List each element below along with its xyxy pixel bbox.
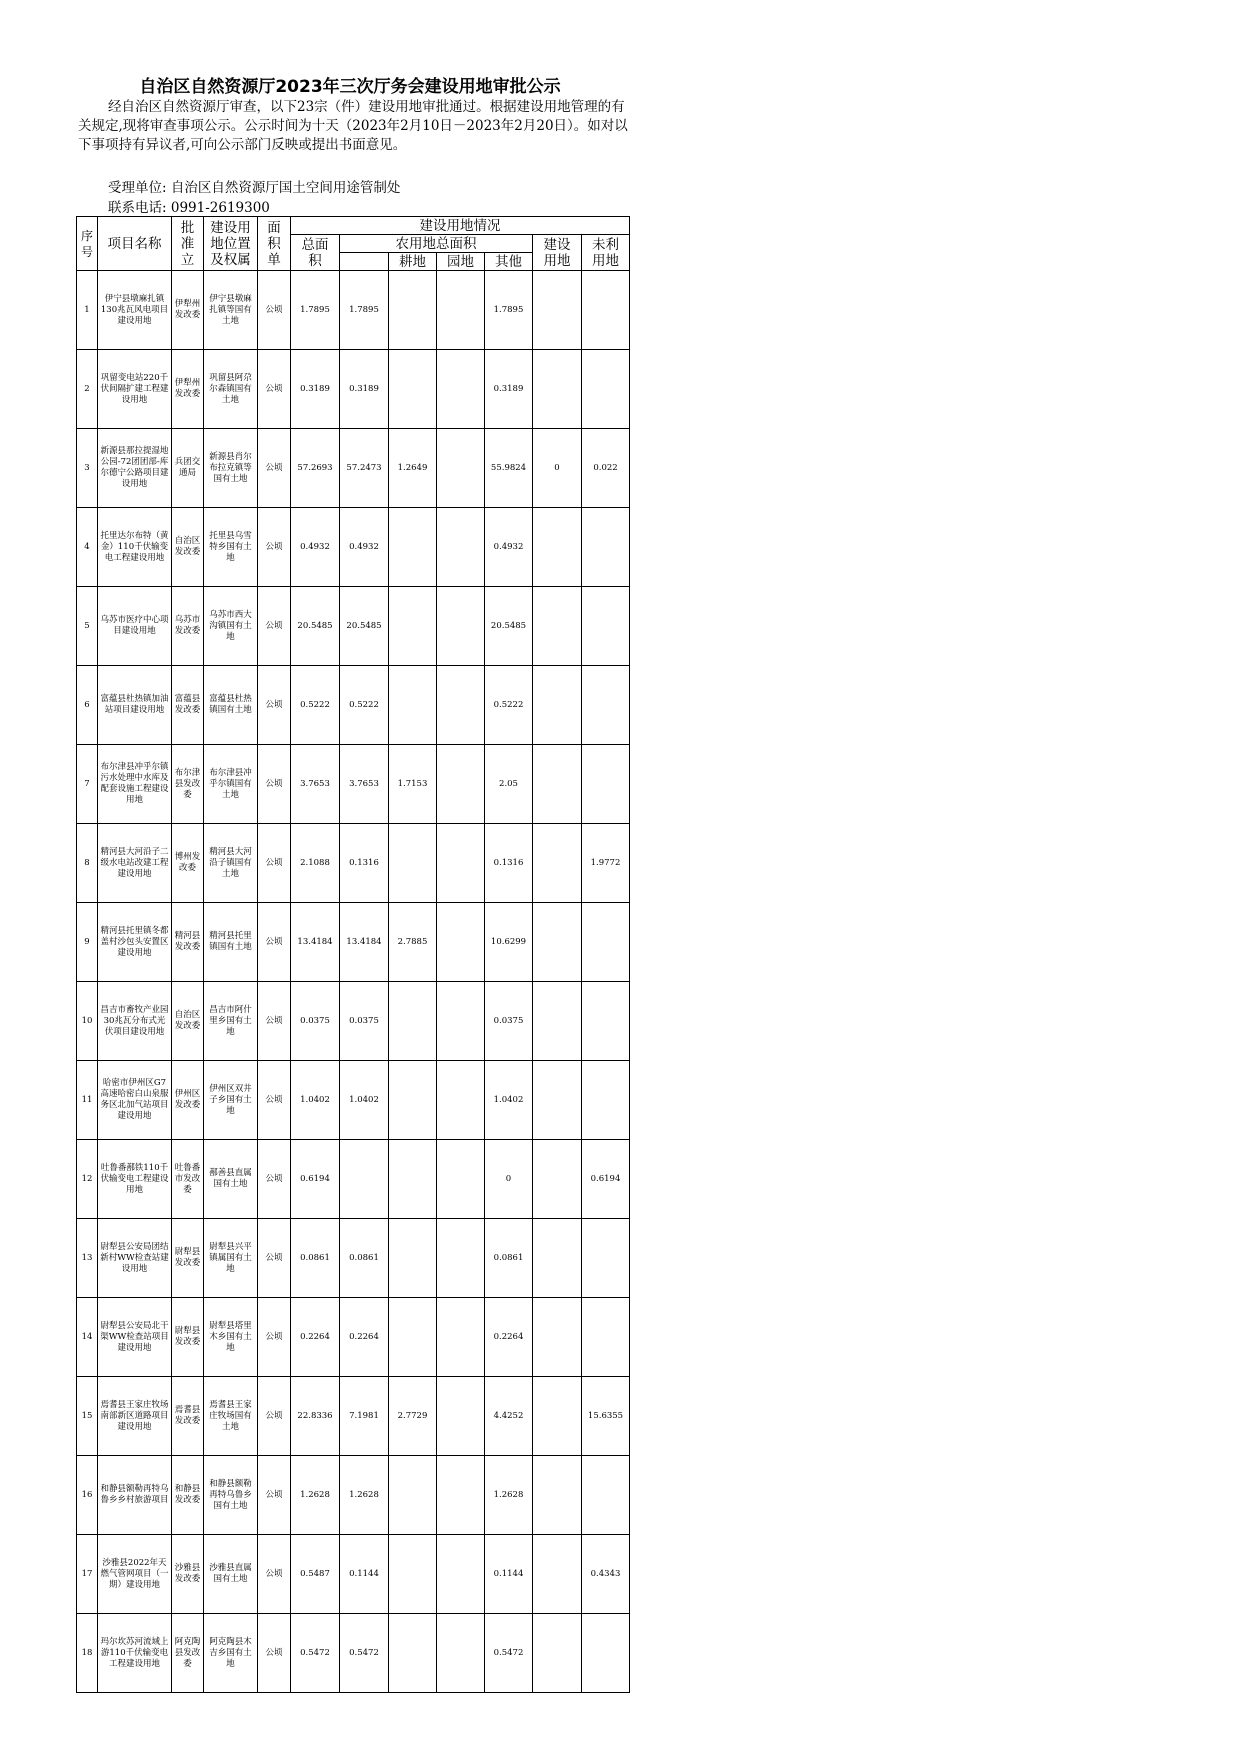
cell-seq: 7 (77, 745, 98, 824)
announcement-paragraph (78, 98, 630, 155)
cell-location: 巩留县阿尕尔森镇国有土地 (204, 350, 258, 429)
cell-farmland-area (389, 587, 437, 666)
cell-farmland-area (389, 1140, 437, 1219)
cell-unit: 公顷 (258, 429, 291, 508)
cell-garden-area (437, 587, 485, 666)
cell-garden-area (437, 1061, 485, 1140)
cell-project-name: 布尔津县冲乎尔镇污水处理中水库及配套设施工程建设用地 (98, 745, 172, 824)
cell-approver: 兵团交通局 (172, 429, 204, 508)
header-construction: 建设用地 (533, 235, 582, 271)
cell-approver: 伊犁州发改委 (172, 350, 204, 429)
table-row (77, 1061, 630, 1140)
cell-construction-area (533, 508, 582, 587)
cell-approver: 伊州区发改委 (172, 1061, 204, 1140)
cell-agri-area: 20.5485 (340, 587, 389, 666)
cell-garden-area (437, 429, 485, 508)
cell-seq: 16 (77, 1456, 98, 1535)
cell-location: 托里县乌雪特乡国有土地 (204, 508, 258, 587)
cell-other-area: 0.5472 (485, 1614, 533, 1693)
header-garden: 园地 (437, 253, 485, 271)
cell-other-area: 0.0375 (485, 982, 533, 1061)
header-seq: 序号 (77, 217, 98, 271)
cell-garden-area (437, 1298, 485, 1377)
cell-construction-area (533, 271, 582, 350)
cell-construction-area (533, 1535, 582, 1614)
cell-seq: 13 (77, 1219, 98, 1298)
cell-total-area: 0.0375 (291, 982, 340, 1061)
cell-approver: 吐鲁番市发改委 (172, 1140, 204, 1219)
table-row (77, 903, 630, 982)
cell-farmland-area (389, 1298, 437, 1377)
table-row (77, 271, 630, 350)
cell-location: 鄯善县直属国有土地 (204, 1140, 258, 1219)
cell-project-name: 尉犁县公安局团结新村WW检查站建设用地 (98, 1219, 172, 1298)
cell-total-area: 20.5485 (291, 587, 340, 666)
cell-farmland-area (389, 824, 437, 903)
cell-approver: 布尔津县发改委 (172, 745, 204, 824)
cell-total-area: 0.3189 (291, 350, 340, 429)
table-row (77, 1377, 630, 1456)
table-row (77, 1298, 630, 1377)
cell-agri-area: 0.0375 (340, 982, 389, 1061)
cell-agri-area: 0.1316 (340, 824, 389, 903)
cell-unused-area (582, 1456, 630, 1535)
table-row (77, 1219, 630, 1298)
cell-agri-area: 0.5472 (340, 1614, 389, 1693)
cell-unit: 公顷 (258, 271, 291, 350)
cell-location: 新源县肖尔布拉克镇等国有土地 (204, 429, 258, 508)
cell-construction-area (533, 1298, 582, 1377)
cell-unused-area (582, 508, 630, 587)
cell-project-name: 精河县大河沿子二级水电站改建工程建设用地 (98, 824, 172, 903)
cell-seq: 17 (77, 1535, 98, 1614)
cell-seq: 10 (77, 982, 98, 1061)
table-row (77, 824, 630, 903)
cell-location: 焉耆县王家庄牧场国有土地 (204, 1377, 258, 1456)
cell-farmland-area (389, 1614, 437, 1693)
header-farmland: 耕地 (389, 253, 437, 271)
table-body (77, 271, 630, 1693)
cell-farmland-area: 1.2649 (389, 429, 437, 508)
cell-location: 尉犁县兴平镇属国有土地 (204, 1219, 258, 1298)
cell-total-area: 1.7895 (291, 271, 340, 350)
cell-garden-area (437, 1140, 485, 1219)
cell-agri-area: 7.1981 (340, 1377, 389, 1456)
cell-farmland-area (389, 271, 437, 350)
cell-seq: 1 (77, 271, 98, 350)
cell-unused-area: 1.9772 (582, 824, 630, 903)
table-row (77, 982, 630, 1061)
cell-location: 尉犁县塔里木乡国有土地 (204, 1298, 258, 1377)
cell-total-area: 0.5487 (291, 1535, 340, 1614)
cell-location: 阿克陶县木吉乡国有土地 (204, 1614, 258, 1693)
cell-unit: 公顷 (258, 824, 291, 903)
cell-farmland-area (389, 1456, 437, 1535)
cell-farmland-area: 1.7153 (389, 745, 437, 824)
cell-total-area: 1.2628 (291, 1456, 340, 1535)
cell-location: 乌苏市西大沟镇国有土地 (204, 587, 258, 666)
cell-approver: 自治区发改委 (172, 982, 204, 1061)
cell-agri-area: 0.0861 (340, 1219, 389, 1298)
cell-construction-area (533, 1377, 582, 1456)
cell-unit: 公顷 (258, 1061, 291, 1140)
cell-unit: 公顷 (258, 666, 291, 745)
table-row (77, 745, 630, 824)
cell-farmland-area (389, 1535, 437, 1614)
cell-total-area: 0.2264 (291, 1298, 340, 1377)
cell-unit: 公顷 (258, 982, 291, 1061)
cell-unit: 公顷 (258, 1140, 291, 1219)
cell-approver: 富蕴县发改委 (172, 666, 204, 745)
cell-total-area: 1.0402 (291, 1061, 340, 1140)
cell-agri-area: 1.0402 (340, 1061, 389, 1140)
table-row (77, 1535, 630, 1614)
cell-other-area: 0.0861 (485, 1219, 533, 1298)
cell-unit: 公顷 (258, 903, 291, 982)
cell-unit: 公顷 (258, 1535, 291, 1614)
cell-agri-area: 13.4184 (340, 903, 389, 982)
cell-unused-area: 0.022 (582, 429, 630, 508)
cell-seq: 6 (77, 666, 98, 745)
cell-farmland-area (389, 508, 437, 587)
contact-phone-label: 联系电话: (108, 200, 167, 216)
cell-approver: 沙雅县发改委 (172, 1535, 204, 1614)
cell-agri-area: 57.2473 (340, 429, 389, 508)
cell-unused-area (582, 1614, 630, 1693)
cell-other-area: 0.1316 (485, 824, 533, 903)
cell-garden-area (437, 745, 485, 824)
table-row (77, 1456, 630, 1535)
cell-other-area: 10.6299 (485, 903, 533, 982)
cell-project-name: 精河县托里镇冬都盖村沙包头安置区建设用地 (98, 903, 172, 982)
cell-unit: 公顷 (258, 508, 291, 587)
cell-total-area: 13.4184 (291, 903, 340, 982)
cell-unit: 公顷 (258, 1298, 291, 1377)
land-approval-table (76, 216, 630, 1693)
cell-unused-area (582, 350, 630, 429)
page-title: 自治区自然资源厅2023年三次厅务会建设用地审批公示 (139, 77, 561, 97)
cell-unit: 公顷 (258, 745, 291, 824)
cell-garden-area (437, 271, 485, 350)
cell-total-area: 0.6194 (291, 1140, 340, 1219)
cell-location: 伊宁县墩麻扎镇等国有土地 (204, 271, 258, 350)
cell-location: 富蕴县杜热镇国有土地 (204, 666, 258, 745)
table-row (77, 666, 630, 745)
cell-garden-area (437, 508, 485, 587)
cell-farmland-area: 2.7885 (389, 903, 437, 982)
cell-construction-area (533, 745, 582, 824)
cell-construction-area (533, 824, 582, 903)
cell-seq: 18 (77, 1614, 98, 1693)
cell-seq: 12 (77, 1140, 98, 1219)
cell-garden-area (437, 1456, 485, 1535)
cell-unused-area: 0.6194 (582, 1140, 630, 1219)
cell-other-area: 0.1144 (485, 1535, 533, 1614)
cell-unit: 公顷 (258, 587, 291, 666)
cell-approver: 尉犁县发改委 (172, 1298, 204, 1377)
cell-agri-area: 0.1144 (340, 1535, 389, 1614)
cell-unused-area (582, 1061, 630, 1140)
table-row (77, 508, 630, 587)
cell-project-name: 富蕴县杜热镇加油站项目建设用地 (98, 666, 172, 745)
cell-approver: 伊犁州发改委 (172, 271, 204, 350)
cell-location: 和静县额勒再特乌鲁乡国有土地 (204, 1456, 258, 1535)
cell-approver: 焉耆县发改委 (172, 1377, 204, 1456)
cell-construction-area (533, 982, 582, 1061)
header-location: 建设用地位置及权属 (204, 217, 258, 271)
cell-garden-area (437, 1219, 485, 1298)
cell-location: 昌吉市阿什里乡国有土地 (204, 982, 258, 1061)
cell-location: 沙雅县直属国有土地 (204, 1535, 258, 1614)
cell-unused-area (582, 587, 630, 666)
header-total: 总面积 (291, 235, 340, 271)
cell-unused-area (582, 666, 630, 745)
cell-agri-area (340, 1140, 389, 1219)
cell-unit: 公顷 (258, 1614, 291, 1693)
cell-unused-area (582, 982, 630, 1061)
cell-total-area: 0.5222 (291, 666, 340, 745)
cell-construction-area (533, 587, 582, 666)
cell-seq: 3 (77, 429, 98, 508)
cell-other-area: 55.9824 (485, 429, 533, 508)
cell-total-area: 57.2693 (291, 429, 340, 508)
cell-seq: 11 (77, 1061, 98, 1140)
cell-unit: 公顷 (258, 1219, 291, 1298)
cell-approver: 自治区发改委 (172, 508, 204, 587)
cell-garden-area (437, 666, 485, 745)
table-row (77, 1140, 630, 1219)
cell-unit: 公顷 (258, 1377, 291, 1456)
cell-seq: 8 (77, 824, 98, 903)
header-approver: 批准立 (172, 217, 204, 271)
cell-seq: 9 (77, 903, 98, 982)
table-row (77, 587, 630, 666)
cell-total-area: 3.7653 (291, 745, 340, 824)
cell-garden-area (437, 903, 485, 982)
cell-agri-area: 0.3189 (340, 350, 389, 429)
cell-construction-area (533, 666, 582, 745)
cell-farmland-area: 2.7729 (389, 1377, 437, 1456)
header-agri-total: 农用地总面积 (340, 235, 533, 253)
cell-seq: 4 (77, 508, 98, 587)
table-row (77, 1614, 630, 1693)
cell-farmland-area (389, 666, 437, 745)
cell-construction-area (533, 1456, 582, 1535)
cell-total-area: 2.1088 (291, 824, 340, 903)
cell-total-area: 0.4932 (291, 508, 340, 587)
cell-agri-area: 3.7653 (340, 745, 389, 824)
header-unit: 面积单 (258, 217, 291, 271)
cell-unused-area: 0.4343 (582, 1535, 630, 1614)
cell-unused-area (582, 1219, 630, 1298)
receiving-unit-label: 受理单位: (108, 180, 167, 196)
cell-approver: 精河县发改委 (172, 903, 204, 982)
cell-garden-area (437, 1535, 485, 1614)
cell-unused-area (582, 271, 630, 350)
cell-unused-area (582, 745, 630, 824)
header-group: 建设用地情况 (291, 217, 630, 235)
cell-construction-area (533, 1061, 582, 1140)
cell-garden-area (437, 1614, 485, 1693)
cell-project-name: 昌吉市畜牧产业园30兆瓦分布式光伏项目建设用地 (98, 982, 172, 1061)
cell-project-name: 巩留变电站220千伏间隔扩建工程建设用地 (98, 350, 172, 429)
cell-garden-area (437, 1377, 485, 1456)
cell-unit: 公顷 (258, 1456, 291, 1535)
cell-approver: 乌苏市发改委 (172, 587, 204, 666)
cell-other-area: 2.05 (485, 745, 533, 824)
cell-garden-area (437, 824, 485, 903)
cell-project-name: 伊宁县墩麻扎镇130兆瓦风电项目建设用地 (98, 271, 172, 350)
cell-other-area: 20.5485 (485, 587, 533, 666)
cell-construction-area (533, 1614, 582, 1693)
receiving-unit (108, 176, 400, 196)
cell-construction-area (533, 1140, 582, 1219)
cell-other-area: 1.7895 (485, 271, 533, 350)
cell-other-area: 0 (485, 1140, 533, 1219)
header-project: 项目名称 (98, 217, 172, 271)
cell-agri-area: 0.5222 (340, 666, 389, 745)
header-unused: 未利用地 (582, 235, 630, 271)
cell-other-area: 0.3189 (485, 350, 533, 429)
cell-agri-area: 1.2628 (340, 1456, 389, 1535)
cell-farmland-area (389, 1219, 437, 1298)
table-header (77, 217, 630, 271)
table-row (77, 429, 630, 508)
cell-approver: 尉犁县发改委 (172, 1219, 204, 1298)
cell-approver: 阿克陶县发改委 (172, 1614, 204, 1693)
cell-total-area: 0.5472 (291, 1614, 340, 1693)
cell-farmland-area (389, 1061, 437, 1140)
header-agri-blank (340, 253, 389, 271)
cell-other-area: 1.2628 (485, 1456, 533, 1535)
cell-total-area: 22.8336 (291, 1377, 340, 1456)
cell-garden-area (437, 982, 485, 1061)
cell-project-name: 托里达尔布特（黄金）110千伏输变电工程建设用地 (98, 508, 172, 587)
cell-project-name: 焉耆县王家庄牧场南部新区道路项目建设用地 (98, 1377, 172, 1456)
cell-agri-area: 0.4932 (340, 508, 389, 587)
cell-other-area: 0.4932 (485, 508, 533, 587)
cell-construction-area (533, 903, 582, 982)
cell-seq: 2 (77, 350, 98, 429)
cell-agri-area: 0.2264 (340, 1298, 389, 1377)
cell-location: 精河县托里镇国有土地 (204, 903, 258, 982)
contact-phone-value: 0991-2619300 (170, 200, 270, 216)
cell-unit: 公顷 (258, 350, 291, 429)
contact-phone (108, 196, 270, 216)
cell-farmland-area (389, 350, 437, 429)
cell-location: 布尔津县冲乎尔镇国有土地 (204, 745, 258, 824)
cell-unused-area (582, 903, 630, 982)
cell-project-name: 和静县额勒再特乌鲁乡乡村旅游项目 (98, 1456, 172, 1535)
cell-construction-area (533, 350, 582, 429)
cell-project-name: 哈密市伊州区G7高速哈密白山泉服务区北加气站项目建设用地 (98, 1061, 172, 1140)
cell-construction-area (533, 1219, 582, 1298)
cell-other-area: 1.0402 (485, 1061, 533, 1140)
cell-seq: 14 (77, 1298, 98, 1377)
cell-agri-area: 1.7895 (340, 271, 389, 350)
cell-other-area: 0.5222 (485, 666, 533, 745)
cell-seq: 5 (77, 587, 98, 666)
cell-project-name: 尉犁县公安局北干渠WW检查站项目建设用地 (98, 1298, 172, 1377)
cell-project-name: 吐鲁番鄯铁110千伏输变电工程建设用地 (98, 1140, 172, 1219)
cell-farmland-area (389, 982, 437, 1061)
cell-project-name: 玛尔坎苏河流域上游110千伏输变电工程建设用地 (98, 1614, 172, 1693)
receiving-unit-value: 自治区自然资源厅国土空间用途管制处 (170, 180, 401, 196)
cell-project-name: 新源县那拉提湿地公园-72团团部-库尔德宁公路项目建设用地 (98, 429, 172, 508)
header-other: 其他 (485, 253, 533, 271)
cell-project-name: 沙雅县2022年天燃气管网项目（一期）建设用地 (98, 1535, 172, 1614)
cell-unused-area: 15.6355 (582, 1377, 630, 1456)
cell-approver: 博州发改委 (172, 824, 204, 903)
cell-construction-area: 0 (533, 429, 582, 508)
table-row (77, 350, 630, 429)
cell-seq: 15 (77, 1377, 98, 1456)
cell-approver: 和静县发改委 (172, 1456, 204, 1535)
cell-total-area: 0.0861 (291, 1219, 340, 1298)
announcement-text: 经自治区自然资源厅审查，以下23宗（件）建设用地审批通过。根据建设用地管理的有关规定,现将审查事项公示。公示时间为十天（2023年2月10日－2023年2月20日）。如对以下事项持有异议者,可向公示部门反映或提出书面意见。 (78, 99, 628, 153)
cell-other-area: 4.4252 (485, 1377, 533, 1456)
cell-location: 精河县大河沿子镇国有土地 (204, 824, 258, 903)
cell-unused-area (582, 1298, 630, 1377)
cell-location: 伊州区双井子乡国有土地 (204, 1061, 258, 1140)
cell-project-name: 乌苏市医疗中心项目建设用地 (98, 587, 172, 666)
cell-other-area: 0.2264 (485, 1298, 533, 1377)
cell-garden-area (437, 350, 485, 429)
